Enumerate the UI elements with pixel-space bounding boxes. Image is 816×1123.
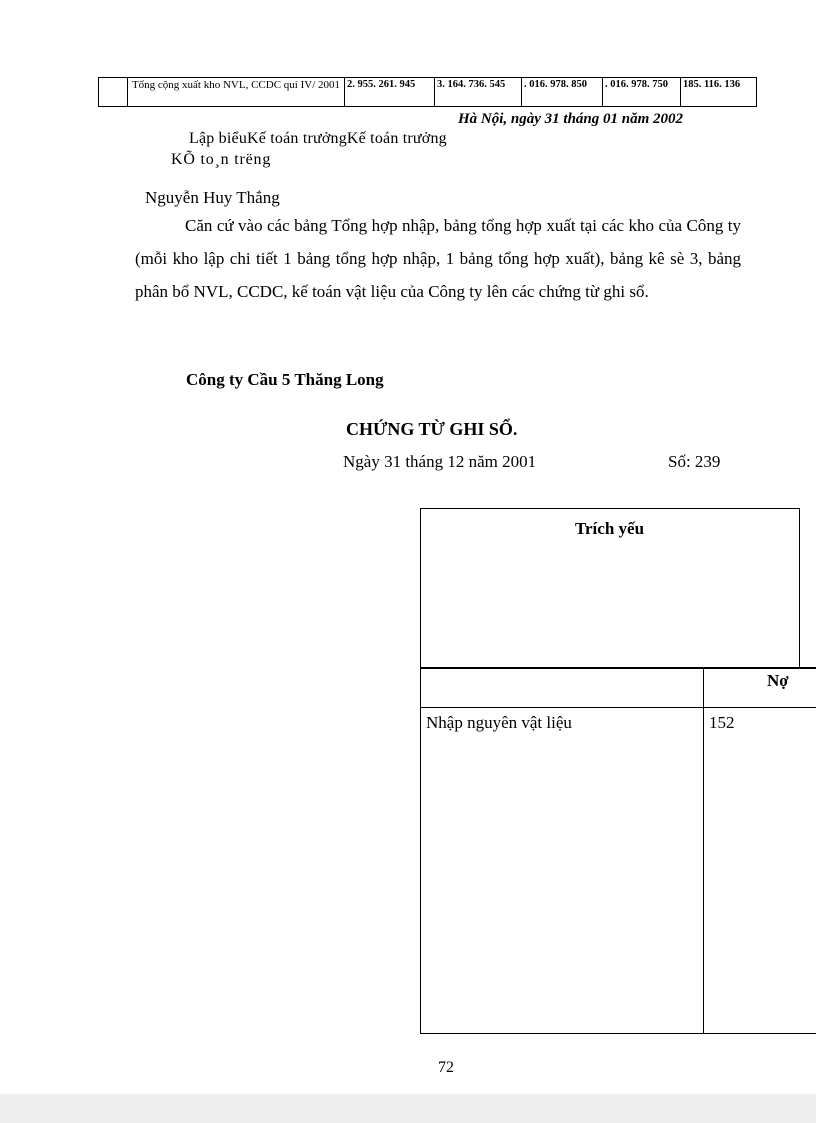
summary-label-cell: Tổng cộng xuất kho NVL, CCDC quí IV/ 2001 <box>127 77 345 107</box>
voucher-date: Ngày 31 tháng 12 năm 2001 <box>343 452 537 471</box>
signature-roles: Lập biểuKế toán trưởngKế toán trưởng <box>189 130 447 147</box>
table-border-bottom <box>420 1033 816 1034</box>
table-header-divider <box>420 667 816 669</box>
summary-table-row <box>98 77 757 109</box>
table-row-debit-account: 152 <box>709 713 735 732</box>
summary-value-cell: . 016. 978. 850 <box>521 77 603 107</box>
body-paragraph: Căn cứ vào các bảng Tổng hợp nhập, bảng tổng hợp xuất tại các kho của Công ty (mỗi kho lập chi tiết 1 bảng tổng hợp nhập, 1 bảng tổng hợp xuất), bảng kê sè 3, bảng phân bổ NVL, CCDC, kế toán vật liệu của Công ty lên các chứng từ ghi sổ. <box>135 216 741 301</box>
table-column-divider <box>703 668 704 1034</box>
summary-value-cell: 185. 116. 136 <box>680 77 757 107</box>
signature-role-garbled: KÕ to¸n trëng <box>171 151 272 168</box>
company-name: Công ty Cầu 5 Thăng Long <box>186 370 384 389</box>
voucher-title: CHỨNG TỪ GHI SỔ. <box>346 419 518 439</box>
page-number: 72 <box>438 1059 454 1076</box>
table-border-left <box>420 508 421 1034</box>
column-header-debit: Nợ <box>767 671 789 690</box>
column-header-description: Trích yếu <box>574 519 645 538</box>
voucher-number: Số: 239 <box>668 452 721 471</box>
table-border-right <box>799 508 800 668</box>
table-border-top <box>420 508 800 509</box>
signer-name: Nguyễn Huy Thắng <box>145 188 280 207</box>
summary-value-cell: . 016. 978. 750 <box>602 77 681 107</box>
page-footer-band <box>0 1094 816 1123</box>
summary-value-cell: 2. 955. 261. 945 <box>344 77 435 107</box>
summary-index-cell <box>98 77 128 107</box>
table-row-description: Nhập nguyên vật liệu <box>426 713 572 732</box>
summary-value-cell: 3. 164. 736. 545 <box>434 77 522 107</box>
signature-date: Hà Nội, ngày 31 tháng 01 năm 2002 <box>458 111 684 127</box>
table-row-divider <box>420 707 816 708</box>
